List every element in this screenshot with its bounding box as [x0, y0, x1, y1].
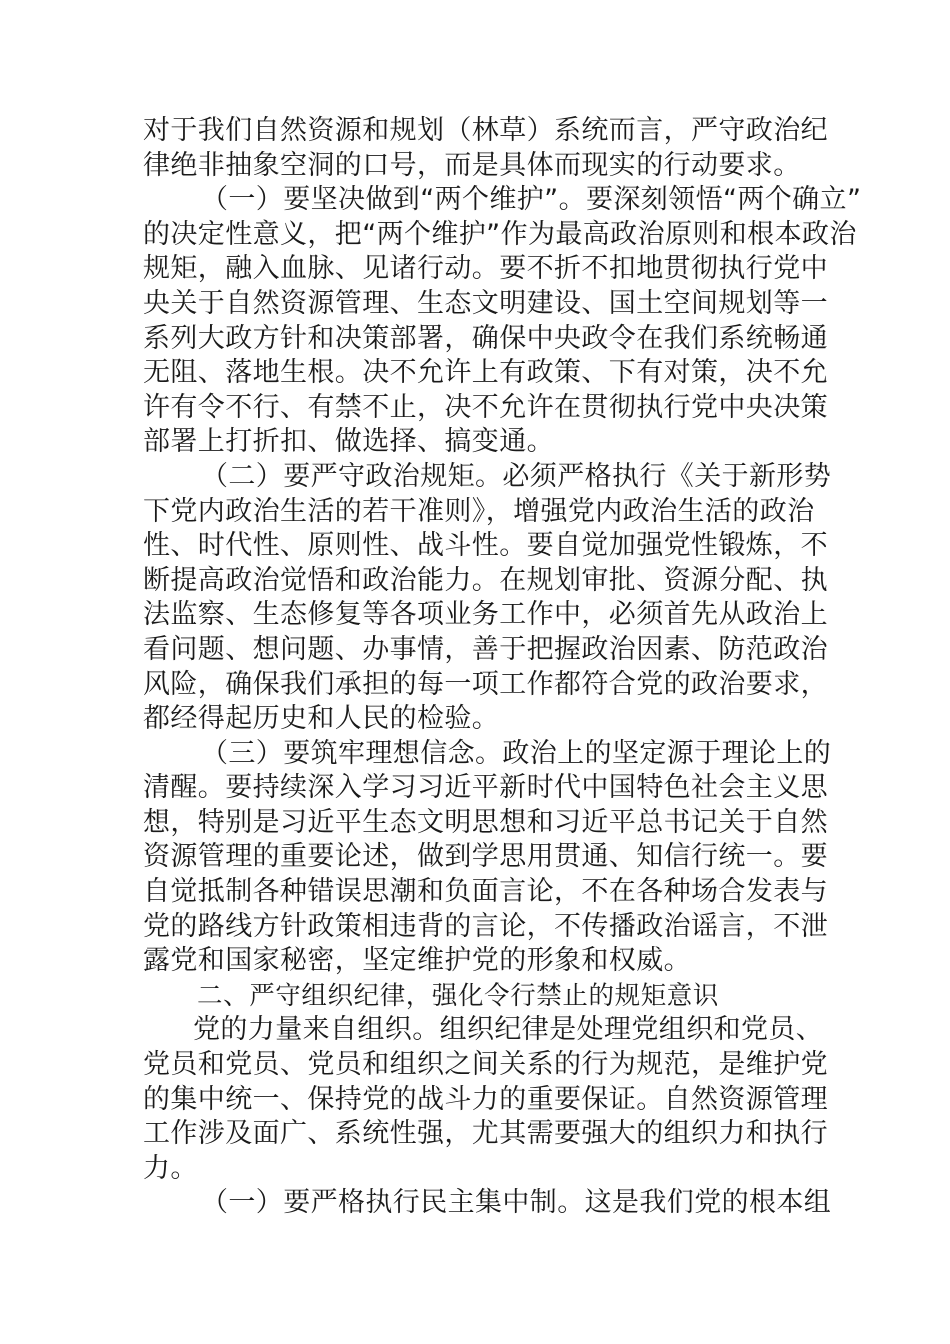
text-line: 系列大政方针和决策部署，确保中央政令在我们系统畅通: [143, 322, 828, 354]
text-line: 党员和党员、党员和组织之间关系的行为规范，是维护党: [143, 1049, 828, 1081]
text-line: 想，特别是习近平生态文明思想和习近平总书记关于自然: [143, 806, 828, 838]
text-line: 清醒。要持续深入学习习近平新时代中国特色社会主义思: [143, 772, 828, 804]
text-line: 下党内政治生活的若干准则》，增强党内政治生活的政治: [143, 495, 815, 527]
subsection-heading-line: （二）要严守政治规矩。必须严格执行《关于新形势: [201, 460, 832, 492]
text-line: 部署上打折扣、做选择、搞变通。: [143, 426, 554, 458]
text-line: 自觉抵制各种错误思潮和负面言论，不在各种场合发表与: [143, 876, 828, 908]
text-line: 许有令不行、有禁不止，决不允许在贯彻执行党中央决策: [143, 391, 828, 423]
text-line: 对于我们自然资源和规划（林草）系统而言，严守政治纪: [143, 115, 828, 146]
text-line: 露党和国家秘密，坚定维护党的形象和权威。: [143, 945, 691, 977]
text-line: 的决定性意义，把“两个维护”作为最高政治原则和根本政治: [143, 218, 857, 250]
section-heading: 二、严守组织纪律，强化令行禁止的规矩意识: [197, 980, 720, 1011]
text-line: 性、时代性、原则性、战斗性。要自觉加强党性锻炼，不: [143, 530, 828, 562]
text-line: 工作涉及面广、系统性强，尤其需要强大的组织力和执行: [143, 1118, 828, 1150]
text-line: 的集中统一、保持党的战斗力的重要保证。自然资源管理: [143, 1083, 828, 1115]
subsection-heading-line: （三）要筑牢理想信念。政治上的坚定源于理论上的: [201, 737, 832, 769]
text-line: 都经得起历史和人民的检验。: [143, 703, 500, 735]
text-line: 看问题、想问题、办事情，善于把握政治因素、防范政治: [143, 633, 828, 665]
text-line: 力。: [143, 1152, 198, 1184]
text-line: 断提高政治觉悟和政治能力。在规划审批、资源分配、执: [143, 564, 828, 596]
document-page: [143, 114, 862, 1221]
paragraph-lead-line: 党的力量来自组织。组织纪律是处理党组织和党员、: [193, 1014, 824, 1046]
text-line: 规矩，融入血脉、见诸行动。要不折不扣地贯彻执行党中: [143, 253, 828, 285]
text-line: 党的路线方针政策相违背的言论，不传播政治谣言，不泄: [143, 910, 828, 942]
text-line: 无阻、落地生根。决不允许上有政策、下有对策，决不允: [143, 357, 828, 389]
text-line: 央关于自然资源管理、生态文明建设、国土空间规划等一: [143, 287, 828, 319]
subsection-heading-line: （一）要坚决做到“两个维护”。要深刻领悟“两个确立”: [201, 184, 862, 216]
text-line: 法监察、生态修复等各项业务工作中，必须首先从政治上: [143, 599, 828, 631]
text-line: 律绝非抽象空洞的口号，而是具体而现实的行动要求。: [143, 149, 801, 181]
text-line: 资源管理的重要论述，做到学思用贯通、知信行统一。要: [143, 841, 828, 873]
subsection-heading-line: （一）要严格执行民主集中制。这是我们党的根本组: [201, 1187, 832, 1219]
text-line: 风险，确保我们承担的每一项工作都符合党的政治要求，: [143, 668, 828, 700]
